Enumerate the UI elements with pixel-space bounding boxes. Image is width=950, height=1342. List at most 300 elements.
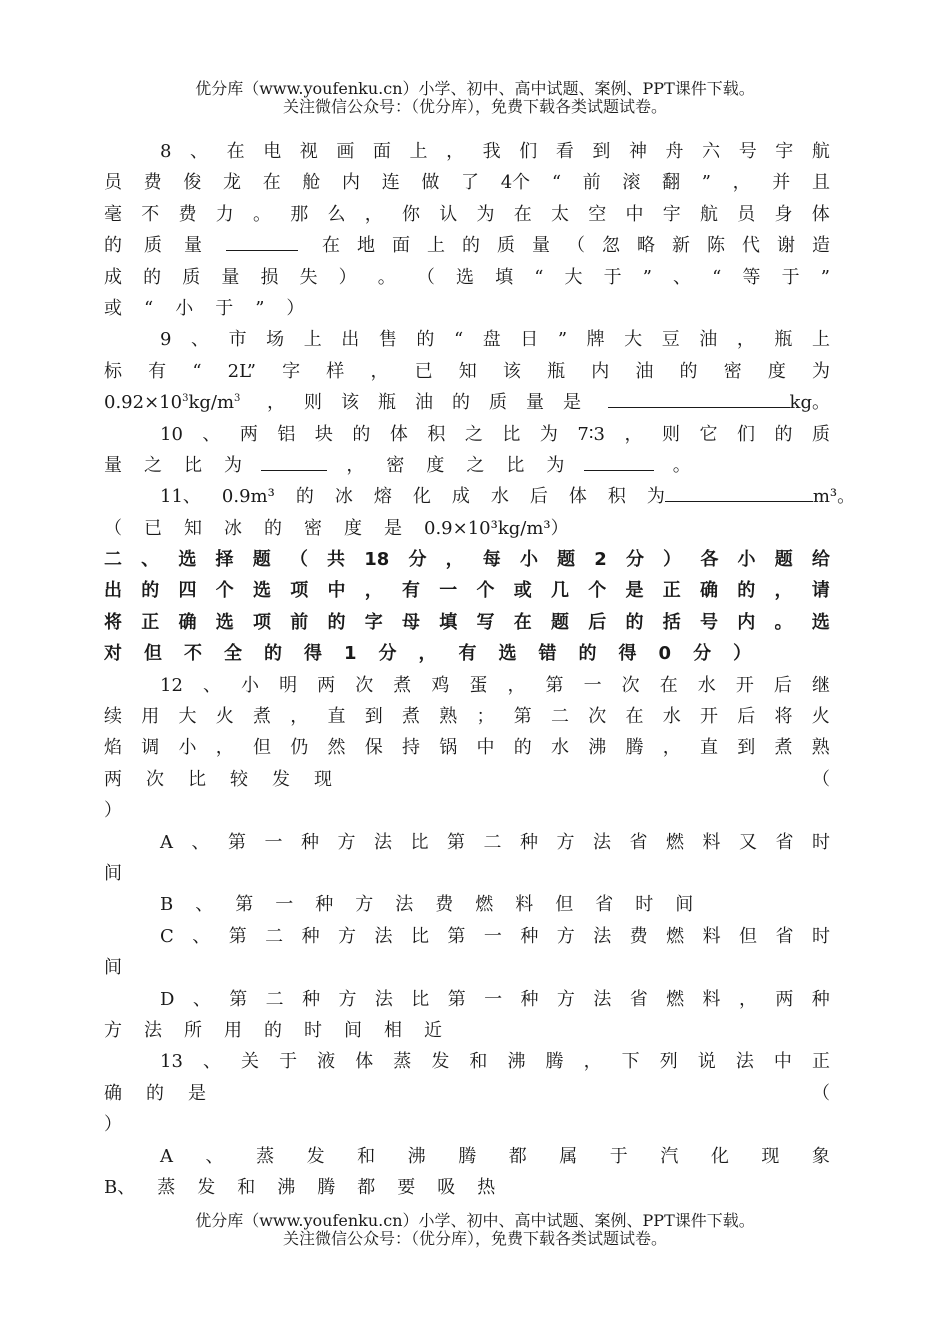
text-glyph: 择: [215, 549, 234, 571]
text-glyph: 方: [104, 1019, 122, 1041]
text-glyph: 小: [737, 549, 756, 571]
text-glyph: 煮: [253, 706, 271, 728]
text-glyph: 比: [184, 454, 202, 476]
text-glyph: ，: [583, 1051, 602, 1073]
text-glyph: 沸: [277, 1176, 296, 1198]
text-glyph: 0: [658, 643, 672, 665]
text-glyph: ，: [364, 580, 383, 602]
text-glyph: ，: [418, 643, 437, 665]
text-glyph: 燃: [475, 894, 494, 916]
text-glyph: 法: [593, 988, 612, 1010]
text-glyph: 比: [506, 454, 525, 476]
text-glyph: ，: [774, 580, 793, 602]
text-glyph: 大: [178, 706, 197, 728]
q11-answer-blank[interactable]: [665, 481, 813, 502]
text-glyph: 中: [625, 203, 644, 225]
text-glyph: 之: [144, 454, 162, 476]
text-glyph: 后: [588, 611, 607, 633]
text-glyph: 二: [265, 988, 284, 1010]
text-glyph: 方: [556, 925, 575, 947]
text-glyph: D: [160, 988, 175, 1010]
q13-line-3: [104, 1109, 830, 1140]
text-glyph: 为: [546, 454, 565, 476]
text-glyph: 、: [202, 1051, 221, 1073]
text-glyph: 比: [411, 988, 430, 1010]
text-glyph: 标: [104, 360, 122, 382]
text-glyph: 质: [488, 392, 507, 414]
text-glyph: 员: [104, 172, 122, 194]
text-glyph: 省: [775, 831, 794, 853]
text-glyph: 料: [702, 988, 721, 1010]
text-glyph: 二: [104, 549, 122, 571]
text-glyph: 料: [515, 894, 534, 916]
text-glyph: 滚: [622, 172, 641, 194]
text-glyph: 法: [144, 1019, 162, 1041]
text-glyph: 造: [812, 235, 830, 257]
text-glyph: ，: [346, 454, 365, 476]
text-glyph: 第: [447, 988, 466, 1010]
text-glyph: 该: [502, 360, 521, 382]
text-glyph: 之: [464, 423, 483, 445]
text-glyph: 成: [104, 266, 122, 288]
text-glyph: 方: [556, 988, 575, 1010]
text-glyph: “: [534, 266, 544, 288]
text-glyph: 要: [397, 1176, 416, 1198]
q12-option-c-line-1[interactable]: [104, 921, 830, 952]
q12-line-1: [104, 670, 830, 701]
text-glyph: ”: [642, 266, 652, 288]
text-glyph: 小: [519, 549, 538, 571]
text-glyph: 第: [228, 925, 247, 947]
text-glyph: 市: [228, 329, 247, 351]
text-glyph: 日: [520, 329, 539, 351]
text-glyph: 出: [104, 580, 122, 602]
text-glyph: ，: [364, 203, 383, 225]
text-glyph: 得: [618, 643, 637, 665]
section2-line-3: [104, 607, 830, 638]
text-glyph: 为: [812, 360, 830, 382]
q8-line-4: [104, 230, 830, 261]
text-glyph: 所: [184, 1019, 202, 1041]
text-glyph: 比: [502, 423, 521, 445]
text-glyph: 一: [484, 988, 503, 1010]
text-glyph: 但: [739, 925, 758, 947]
text-glyph: 、: [191, 329, 210, 351]
text-glyph: 的: [578, 643, 597, 665]
text-glyph: 质: [497, 235, 515, 257]
text-glyph: 仍: [290, 737, 309, 759]
text-glyph: 方: [338, 988, 357, 1010]
text-glyph: 且: [811, 172, 830, 194]
text-glyph: 一: [583, 674, 602, 696]
text-glyph: 法: [374, 925, 393, 947]
text-glyph: 煮: [402, 706, 420, 728]
text-glyph: 18: [364, 549, 390, 571]
q10-density-ratio-blank[interactable]: [584, 450, 654, 471]
text-glyph: 近: [424, 1019, 442, 1041]
text-glyph: 在: [625, 706, 644, 728]
text-glyph: 上: [427, 235, 445, 257]
footer-line-1: 优分库（www.youfenku.cn）小学、初中、高中试题、案例、PPT课件下载。: [195, 1211, 755, 1230]
footer-line-2: 关注微信公众号：（优分库），免费下载各类试题试卷。: [282, 1229, 667, 1248]
text-glyph: 前: [582, 172, 601, 194]
q12-line-2: [104, 701, 830, 732]
text-glyph: 内: [591, 360, 610, 382]
text-glyph: 题: [551, 611, 569, 633]
q8-line-4-start: [104, 230, 202, 261]
q9-answer-blank[interactable]: [608, 387, 790, 408]
text-glyph: 种: [520, 925, 539, 947]
q9-line-2: [104, 356, 830, 387]
text-glyph: 4个: [500, 172, 531, 194]
text-glyph: 体: [568, 486, 587, 508]
text-glyph: 蒸: [157, 1176, 176, 1198]
text-glyph: 、: [202, 423, 221, 445]
q11-unit-m3: m³。: [812, 486, 856, 508]
q12-option-c-tail: 间: [104, 957, 122, 979]
text-glyph: 火: [215, 706, 234, 728]
text-glyph: 法: [735, 1051, 754, 1073]
text-glyph: 用: [224, 1019, 242, 1041]
text-glyph: 水: [551, 737, 569, 759]
text-glyph: 两: [239, 423, 258, 445]
text-glyph: 省: [595, 894, 614, 916]
text-glyph: 选: [253, 580, 271, 602]
text-glyph: 将: [104, 611, 122, 633]
text-glyph: 度: [344, 517, 362, 539]
text-glyph: 、: [191, 831, 210, 853]
text-glyph: 量: [221, 266, 240, 288]
text-glyph: 知: [458, 360, 477, 382]
document-body: [104, 136, 856, 1203]
text-glyph: 种: [301, 831, 319, 853]
text-glyph: 间: [344, 1019, 362, 1041]
text-glyph: 瓶: [547, 360, 566, 382]
text-glyph: 后: [529, 486, 548, 508]
text-glyph: 的: [679, 360, 698, 382]
text-glyph: 、: [192, 988, 211, 1010]
text-glyph: 售: [378, 329, 397, 351]
text-glyph: 冰: [334, 486, 353, 508]
q8-line-2: [104, 167, 830, 198]
text-glyph: 体: [389, 423, 408, 445]
q9-density-value: [104, 387, 240, 418]
text-glyph: 瓶: [774, 329, 793, 351]
q12-option-a-line-2: [104, 858, 830, 889]
q10-mass-ratio-blank[interactable]: [261, 450, 327, 471]
text-glyph: 给: [811, 549, 830, 571]
text-glyph: 一: [275, 894, 294, 916]
text-glyph: 不: [141, 203, 160, 225]
text-glyph: 、: [673, 266, 692, 288]
q12-option-a-tail: 间: [104, 862, 122, 884]
text-glyph: 有: [402, 580, 420, 602]
text-glyph: 密: [304, 517, 322, 539]
text-glyph: 13: [160, 1051, 183, 1073]
text-glyph: 空: [588, 203, 607, 225]
text-glyph: ）: [663, 549, 682, 571]
text-glyph: 的: [352, 423, 371, 445]
text-glyph: 翻: [662, 172, 681, 194]
text-glyph: 是: [625, 580, 644, 602]
text-glyph: 分: [378, 643, 397, 665]
text-glyph: ）: [733, 643, 752, 665]
text-glyph: 发: [197, 1176, 216, 1198]
text-glyph: 10: [160, 423, 183, 445]
text-glyph: 四: [178, 580, 197, 602]
text-glyph: 但: [253, 737, 271, 759]
text-glyph: ，: [215, 737, 234, 759]
q11-line-2: [104, 513, 830, 544]
text-glyph: 下: [621, 1051, 640, 1073]
q12-answer-paren-close: ）: [104, 800, 122, 822]
text-glyph: 写: [476, 611, 495, 633]
text-glyph: 号: [738, 141, 757, 162]
q13-option-b[interactable]: [104, 1172, 830, 1203]
text-glyph: 冰: [224, 517, 242, 539]
text-glyph: B、: [104, 1176, 136, 1198]
text-glyph: 法: [395, 894, 414, 916]
text-glyph: 2: [594, 549, 607, 571]
text-glyph: 在: [513, 203, 532, 225]
text-glyph: 共: [327, 549, 346, 571]
text-glyph: 二: [483, 831, 502, 853]
q13-option-a[interactable]: [104, 1141, 830, 1172]
q8-line-4-end: [322, 230, 830, 261]
q12-option-d-line-1[interactable]: [104, 984, 830, 1015]
text-glyph: 量: [532, 235, 550, 257]
text-glyph: 出: [341, 329, 360, 351]
text-glyph: 0.9×10³kg/m³）: [424, 517, 569, 539]
text-glyph: 是: [384, 517, 402, 539]
text-glyph: 种: [520, 988, 539, 1010]
text-glyph: 们: [737, 423, 755, 445]
text-glyph: 次: [146, 768, 164, 790]
text-glyph: 腾: [458, 1145, 477, 1167]
text-glyph: “: [192, 360, 202, 382]
text-glyph: 省: [629, 831, 648, 853]
text-glyph: 正: [141, 611, 160, 633]
text-glyph: 、: [190, 141, 209, 162]
text-glyph: ，: [662, 737, 681, 759]
text-glyph: 吸: [437, 1176, 456, 1198]
text-glyph: 分: [626, 549, 644, 571]
text-glyph: 代: [742, 235, 760, 257]
text-glyph: 续: [104, 706, 122, 728]
text-glyph: 蒸: [393, 1051, 412, 1073]
text-glyph: 费: [143, 172, 162, 194]
text-glyph: 次: [621, 674, 640, 696]
q8-line-5: [104, 262, 830, 293]
text-glyph: 第: [513, 706, 532, 728]
q11-line-1-text: [160, 481, 665, 512]
text-glyph: 字: [282, 360, 301, 382]
text-glyph: 在: [322, 235, 340, 257]
text-glyph: 质: [182, 266, 201, 288]
q12-option-b[interactable]: [104, 889, 830, 920]
text-glyph: 密: [386, 454, 405, 476]
q9-density-base: 0.92×10: [104, 392, 183, 414]
text-glyph: 体: [811, 203, 830, 225]
text-glyph: 小: [175, 297, 194, 319]
text-glyph: 都: [357, 1176, 376, 1198]
text-glyph: ，: [624, 423, 643, 445]
text-glyph: 水: [697, 674, 716, 696]
text-glyph: 确: [178, 611, 197, 633]
text-glyph: 大: [624, 329, 643, 351]
text-glyph: 的: [141, 580, 160, 602]
q8-line-6: [104, 293, 830, 324]
text-glyph: 宇: [775, 141, 794, 162]
text-glyph: 成: [451, 486, 470, 508]
text-glyph: ）: [338, 266, 357, 288]
text-glyph: 次: [355, 674, 374, 696]
text-glyph: 。: [377, 266, 396, 288]
section2-line-1: [104, 544, 830, 575]
text-glyph: 填: [439, 611, 458, 633]
text-glyph: ”: [255, 297, 265, 319]
text-glyph: 的: [327, 611, 346, 633]
text-glyph: 太: [551, 203, 569, 225]
text-glyph: 那: [290, 203, 309, 225]
text-glyph: “: [144, 297, 154, 319]
text-glyph: 的: [625, 611, 644, 633]
text-glyph: 体: [355, 1051, 374, 1073]
q8-line-3: [104, 199, 830, 230]
text-glyph: 个: [588, 580, 607, 602]
text-glyph: 热: [477, 1176, 496, 1198]
text-glyph: 费: [178, 203, 197, 225]
text-glyph: 上: [409, 141, 428, 162]
q10-line-2: [104, 450, 830, 481]
text-glyph: 保: [364, 737, 383, 759]
text-glyph: 发: [272, 768, 290, 790]
text-glyph: 度: [426, 454, 445, 476]
text-glyph: 方: [337, 831, 356, 853]
text-glyph: 有: [458, 643, 477, 665]
text-glyph: 开: [735, 674, 754, 696]
text-glyph: 锅: [439, 737, 458, 759]
q12-option-a-line-1[interactable]: [104, 827, 830, 858]
text-glyph: 属: [559, 1145, 578, 1167]
text-glyph: 选: [811, 611, 830, 633]
text-glyph: 看: [555, 141, 574, 162]
text-glyph: 你: [402, 203, 420, 225]
text-glyph: 较: [230, 768, 248, 790]
text-glyph: 面: [372, 141, 391, 162]
text-glyph: 个: [476, 580, 495, 602]
text-glyph: 画: [336, 141, 355, 162]
text-glyph: 正: [811, 1051, 830, 1073]
text-glyph: 8: [160, 141, 172, 162]
text-glyph: 几: [551, 580, 569, 602]
text-glyph: ）: [286, 297, 305, 319]
text-glyph: 方: [556, 831, 575, 853]
text-glyph: 地: [357, 235, 375, 257]
text-glyph: 调: [141, 737, 160, 759]
text-glyph: 方: [338, 925, 357, 947]
text-glyph: 在: [262, 172, 281, 194]
text-glyph: 2L”: [227, 360, 256, 382]
text-glyph: 分: [408, 549, 427, 571]
text-glyph: 请: [811, 580, 830, 602]
text-glyph: 认: [439, 203, 458, 225]
text-glyph: 龙: [223, 172, 242, 194]
text-glyph: 的: [264, 517, 282, 539]
text-glyph: ，: [445, 549, 464, 571]
text-glyph: A: [160, 831, 173, 853]
text-glyph: 题: [774, 549, 793, 571]
text-glyph: ，: [736, 329, 755, 351]
text-glyph: 发: [431, 1051, 450, 1073]
text-glyph: 则: [662, 423, 680, 445]
text-glyph: 豆: [661, 329, 680, 351]
text-glyph: 。: [253, 203, 271, 225]
text-glyph: 的: [737, 580, 756, 602]
text-glyph: 种: [302, 988, 321, 1010]
q13-line-2: [104, 1078, 830, 1109]
q8-answer-blank[interactable]: [226, 230, 298, 251]
text-glyph: 蒸: [256, 1145, 275, 1167]
text-glyph: 中: [476, 737, 495, 759]
text-glyph: 熟: [811, 737, 830, 759]
text-glyph: 块: [314, 423, 333, 445]
text-glyph: 则: [303, 392, 322, 414]
text-glyph: A: [160, 1145, 173, 1167]
text-glyph: 、: [205, 1145, 224, 1167]
text-glyph: （: [104, 517, 122, 539]
text-glyph: 时: [812, 831, 830, 853]
text-glyph: 、: [202, 674, 221, 696]
text-glyph: 选: [498, 643, 517, 665]
text-glyph: 、: [141, 549, 160, 571]
q9-density-exponent: 3: [182, 393, 189, 405]
text-glyph: 油: [699, 329, 718, 351]
text-glyph: 熟: [439, 706, 458, 728]
text-glyph: ”: [701, 172, 711, 194]
text-glyph: 的: [462, 235, 480, 257]
text-glyph: 第: [228, 831, 246, 853]
text-glyph: 腾: [317, 1176, 336, 1198]
text-glyph: 失: [299, 266, 318, 288]
text-glyph: 鸡: [431, 674, 450, 696]
text-glyph: 沸: [507, 1051, 526, 1073]
text-glyph: 大: [564, 266, 583, 288]
text-glyph: 为: [224, 454, 242, 476]
text-glyph: 舱: [302, 172, 321, 194]
text-glyph: 前: [290, 611, 309, 633]
text-glyph: 省: [629, 988, 648, 1010]
text-glyph: 方: [355, 894, 374, 916]
text-glyph: 谢: [777, 235, 795, 257]
text-glyph: 将: [774, 706, 793, 728]
text-glyph: 省: [775, 925, 794, 947]
text-glyph: 直: [327, 706, 346, 728]
text-glyph: 的: [146, 1082, 164, 1104]
text-glyph: 对: [104, 643, 122, 665]
text-glyph: 中: [773, 1051, 792, 1073]
text-glyph: 的: [451, 392, 470, 414]
q9-line-3: [104, 387, 830, 418]
text-glyph: 有: [148, 360, 167, 382]
text-glyph: 已: [144, 517, 162, 539]
text-glyph: 9: [160, 329, 172, 351]
text-glyph: 字: [364, 611, 383, 633]
text-glyph: 的: [264, 1019, 282, 1041]
text-glyph: 第: [229, 988, 248, 1010]
text-glyph: 量: [184, 235, 202, 257]
q8-line-1: [104, 136, 830, 167]
